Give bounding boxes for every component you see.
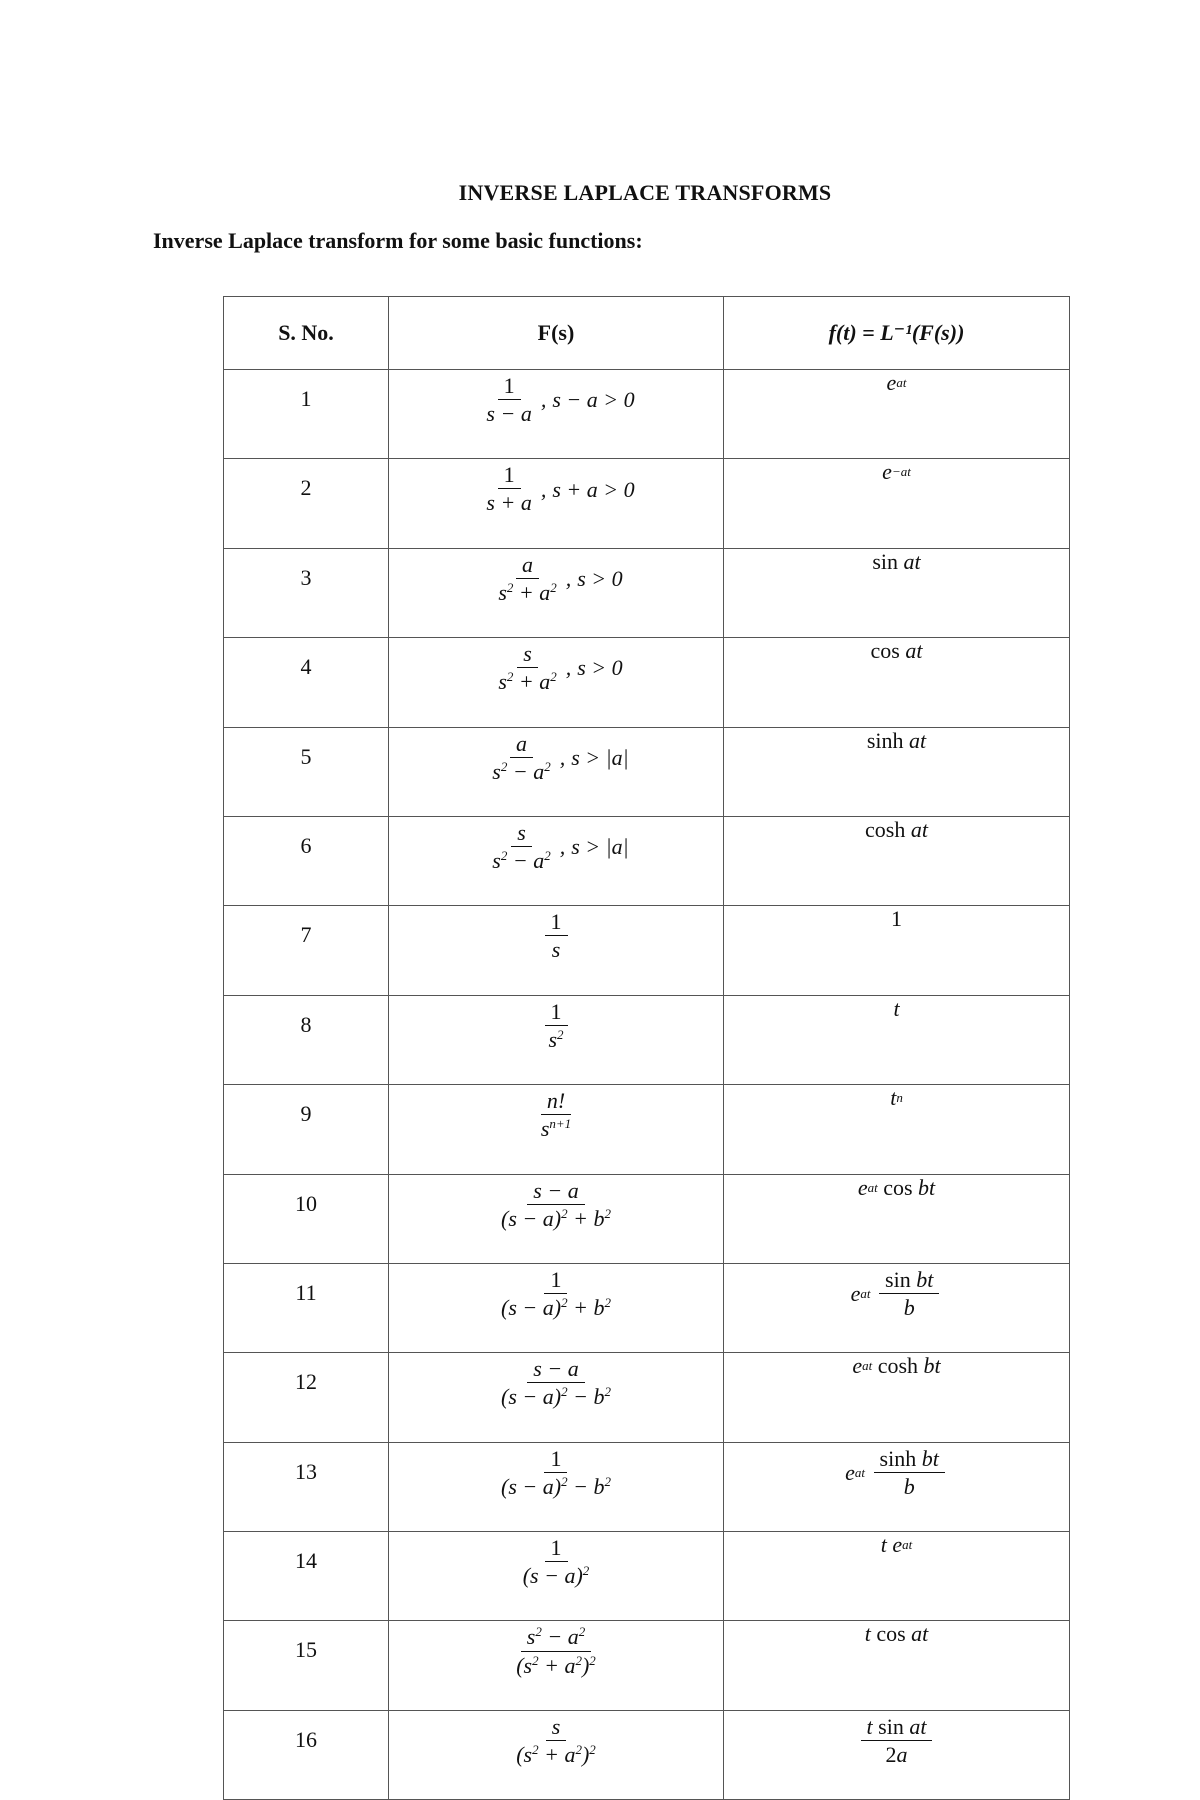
row-ft: 1 [724,906,1070,995]
table-row [224,1353,1070,1442]
table-row [224,638,1070,727]
row-sno: 7 [224,906,389,995]
header-ft-formula: f(t) = L⁻¹(F(s)) [828,320,965,345]
row-ft: cosh at [724,816,1070,905]
table-row [224,1263,1070,1352]
row-Fs: $\frac{a}{s^2 + a^2}$ , s > 0 [389,548,724,637]
table-row [224,459,1070,548]
page-title: INVERSE LAPLACE TRANSFORMS [458,180,832,205]
row-sno: 15 [224,1621,389,1710]
table-row [224,995,1070,1084]
row-ft: e at cos bt [724,1174,1070,1263]
row-ft: sinh at [724,727,1070,816]
table-row [224,906,1070,995]
header-ft [724,297,1070,370]
row-ft: t [724,995,1070,1084]
table-row [224,1442,1070,1531]
row-Fs: $\frac{s}{s^2 + a^2}$ , s > 0 [389,638,724,727]
row-sno: 5 [224,727,389,816]
row-ft: e at $\frac{\text{sin bt}}{b}$ [724,1263,1070,1352]
row-ft: sin at [724,548,1070,637]
header-sno: S. No. [224,297,389,370]
row-Fs: $\frac{n!}{s^{n+1}}$ [389,1085,724,1174]
table-row [224,370,1070,459]
row-Fs: $\frac{1}{(s - a)^2 - b^2}$ [389,1442,724,1531]
row-Fs: $\frac{1}{s}$ [389,906,724,995]
row-Fs: $\frac{1}{(s - a)^2 + b^2}$ [389,1263,724,1352]
row-sno: 11 [224,1263,389,1352]
row-ft: t e at [724,1532,1070,1621]
row-sno: 14 [224,1532,389,1621]
row-sno: 4 [224,638,389,727]
row-ft: $\frac{\text{t sin at}}{2a}$ [724,1710,1070,1799]
row-sno: 6 [224,816,389,905]
table-row [224,727,1070,816]
row-sno: 10 [224,1174,389,1263]
section-subtitle: Inverse Laplace transform for some basic functions: [153,228,643,253]
table-header-row [224,297,1070,370]
table-row [224,1621,1070,1710]
table-row [224,548,1070,637]
row-ft: e at [724,370,1070,459]
row-Fs: $\frac{1}{s^2}$ [389,995,724,1084]
row-Fs: $\frac{s^2 - a^2}{(s^2 + a^2)^2}$ [389,1621,724,1710]
row-Fs: $\frac{s - a}{(s - a)^2 + b^2}$ [389,1174,724,1263]
row-Fs: $\frac{s - a}{(s - a)^2 - b^2}$ [389,1353,724,1442]
row-sno: 9 [224,1085,389,1174]
table-row [224,1710,1070,1799]
row-sno: 3 [224,548,389,637]
row-Fs: $\frac{1}{s - a}$ , s − a > 0 [389,370,724,459]
row-Fs: $\frac{s}{(s^2 + a^2)^2}$ [389,1710,724,1799]
row-ft: e at cosh bt [724,1353,1070,1442]
row-ft: e −at [724,459,1070,548]
row-sno: 13 [224,1442,389,1531]
row-Fs: $\frac{a}{s^2 - a^2}$ , s > |a| [389,727,724,816]
table-row [224,1532,1070,1621]
row-sno: 16 [224,1710,389,1799]
row-Fs: $\frac{1}{s + a}$ , s + a > 0 [389,459,724,548]
table-row [224,816,1070,905]
row-ft: t cos at [724,1621,1070,1710]
table-row [224,1085,1070,1174]
row-Fs: $\frac{s}{s^2 - a^2}$ , s > |a| [389,816,724,905]
row-ft: e at $\frac{\text{sinh bt}}{b}$ [724,1442,1070,1531]
header-Fs: F(s) [389,297,724,370]
row-ft: t n [724,1085,1070,1174]
table-row [224,1174,1070,1263]
row-Fs: $\frac{1}{(s - a)^2}$ [389,1532,724,1621]
row-sno: 1 [224,370,389,459]
laplace-table [223,296,1070,1800]
row-sno: 8 [224,995,389,1084]
row-ft: cos at [724,638,1070,727]
row-sno: 12 [224,1353,389,1442]
row-sno: 2 [224,459,389,548]
